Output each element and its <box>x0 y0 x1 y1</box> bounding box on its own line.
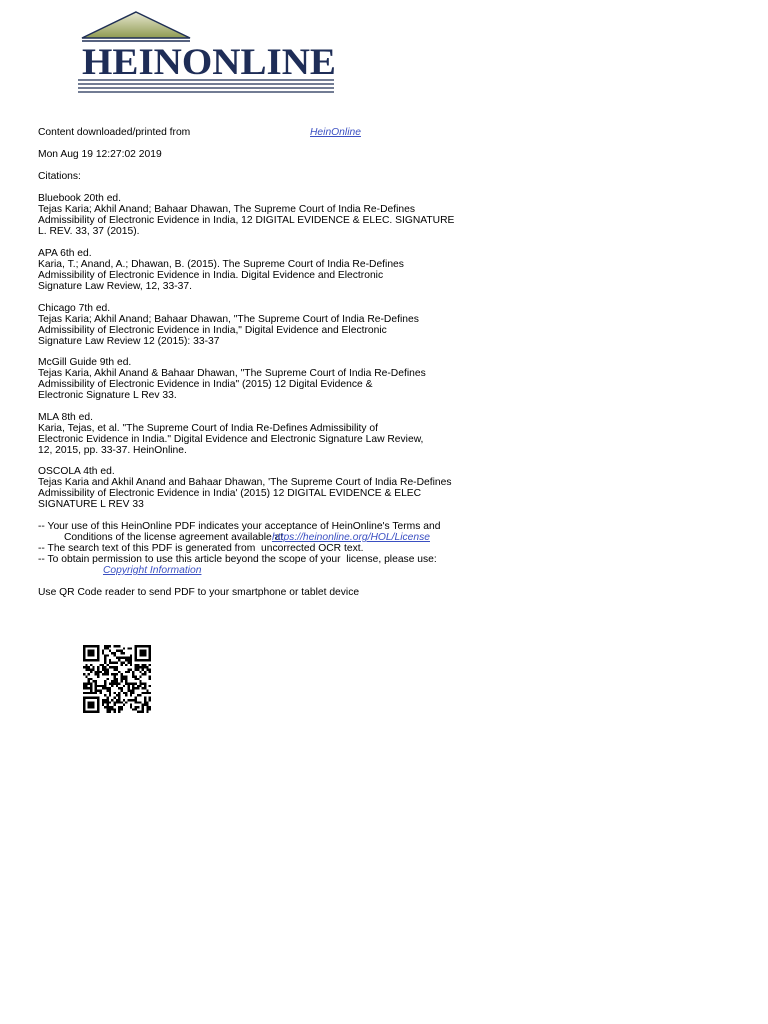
citation-line: Karia, T.; Anand, A.; Dhawan, B. (2015). The Supreme Court of India Re-Defines <box>38 259 404 270</box>
permission-notice: -- To obtain permission to use this article beyond the scope of your license, please use: <box>38 554 437 565</box>
citation-style-chicago: Chicago 7th ed. <box>38 303 111 314</box>
citation-line: Admissibility of Electronic Evidence in India' (2015) 12 DIGITAL EVIDENCE & ELEC <box>38 488 422 499</box>
citation-line: Tejas Karia; Akhil Anand; Bahaar Dhawan, The Supreme Court of India Re-Defines <box>38 204 416 215</box>
citation-line: Electronic Signature L Rev 33. <box>38 390 177 401</box>
qr-caption: Use QR Code reader to send PDF to your smartphone or tablet device <box>38 587 360 598</box>
citation-line: Tejas Karia; Akhil Anand; Bahaar Dhawan, "The Supreme Court of India Re-Defines <box>38 314 419 325</box>
heinonline-logo <box>76 10 338 96</box>
citation-line: Signature Law Review 12 (2015): 33-37 <box>38 336 220 347</box>
downloaded-label: Content downloaded/printed from <box>38 127 191 138</box>
citation-line: Admissibility of Electronic Evidence in India. Digital Evidence and Electronic <box>38 270 384 281</box>
citation-line: SIGNATURE L REV 33 <box>38 499 144 510</box>
copyright-information-link[interactable]: Copyright Information <box>103 565 202 576</box>
terms-notice-continued: Conditions of the license agreement available at <box>64 532 284 543</box>
ocr-notice: -- The search text of this PDF is generated from uncorrected OCR text. <box>38 543 364 554</box>
citation-line: Admissibility of Electronic Evidence in India, 12 DIGITAL EVIDENCE & ELEC. SIGNATURE <box>38 215 455 226</box>
citation-style-mcgill: McGill Guide 9th ed. <box>38 357 132 368</box>
citation-line: Signature Law Review, 12, 33-37. <box>38 281 192 292</box>
citations-heading: Citations: <box>38 171 81 182</box>
svg-text:HEINONLINE: HEINONLINE <box>82 42 336 83</box>
heinonline-link[interactable]: HeinOnline <box>310 127 361 138</box>
download-timestamp: Mon Aug 19 12:27:02 2019 <box>38 149 162 160</box>
citation-line: L. REV. 33, 37 (2015). <box>38 226 140 237</box>
citation-line: Electronic Evidence in India." Digital Evidence and Electronic Signature Law Review, <box>38 434 424 445</box>
citation-line: Tejas Karia and Akhil Anand and Bahaar Dhawan, 'The Supreme Court of India Re-Defines <box>38 477 452 488</box>
citation-line: Tejas Karia, Akhil Anand & Bahaar Dhawan, "The Supreme Court of India Re-Defines <box>38 368 426 379</box>
citation-style-bluebook: Bluebook 20th ed. <box>38 193 122 204</box>
citation-style-apa: APA 6th ed. <box>38 248 92 259</box>
citation-style-oscola: OSCOLA 4th ed. <box>38 466 115 477</box>
license-link[interactable]: https://heinonline.org/HOL/License <box>272 532 430 543</box>
qr-code-icon[interactable] <box>81 645 153 713</box>
terms-notice: -- Your use of this HeinOnline PDF indicates your acceptance of HeinOnline's Terms and <box>38 521 441 532</box>
citation-style-mla: MLA 8th ed. <box>38 412 93 423</box>
citation-line: Admissibility of Electronic Evidence in India" (2015) 12 Digital Evidence & <box>38 379 373 390</box>
citation-line: 12, 2015, pp. 33-37. HeinOnline. <box>38 445 187 456</box>
citation-line: Karia, Tejas, et al. "The Supreme Court of India Re-Defines Admissibility of <box>38 423 378 434</box>
citation-line: Admissibility of Electronic Evidence in India," Digital Evidence and Electronic <box>38 325 387 336</box>
